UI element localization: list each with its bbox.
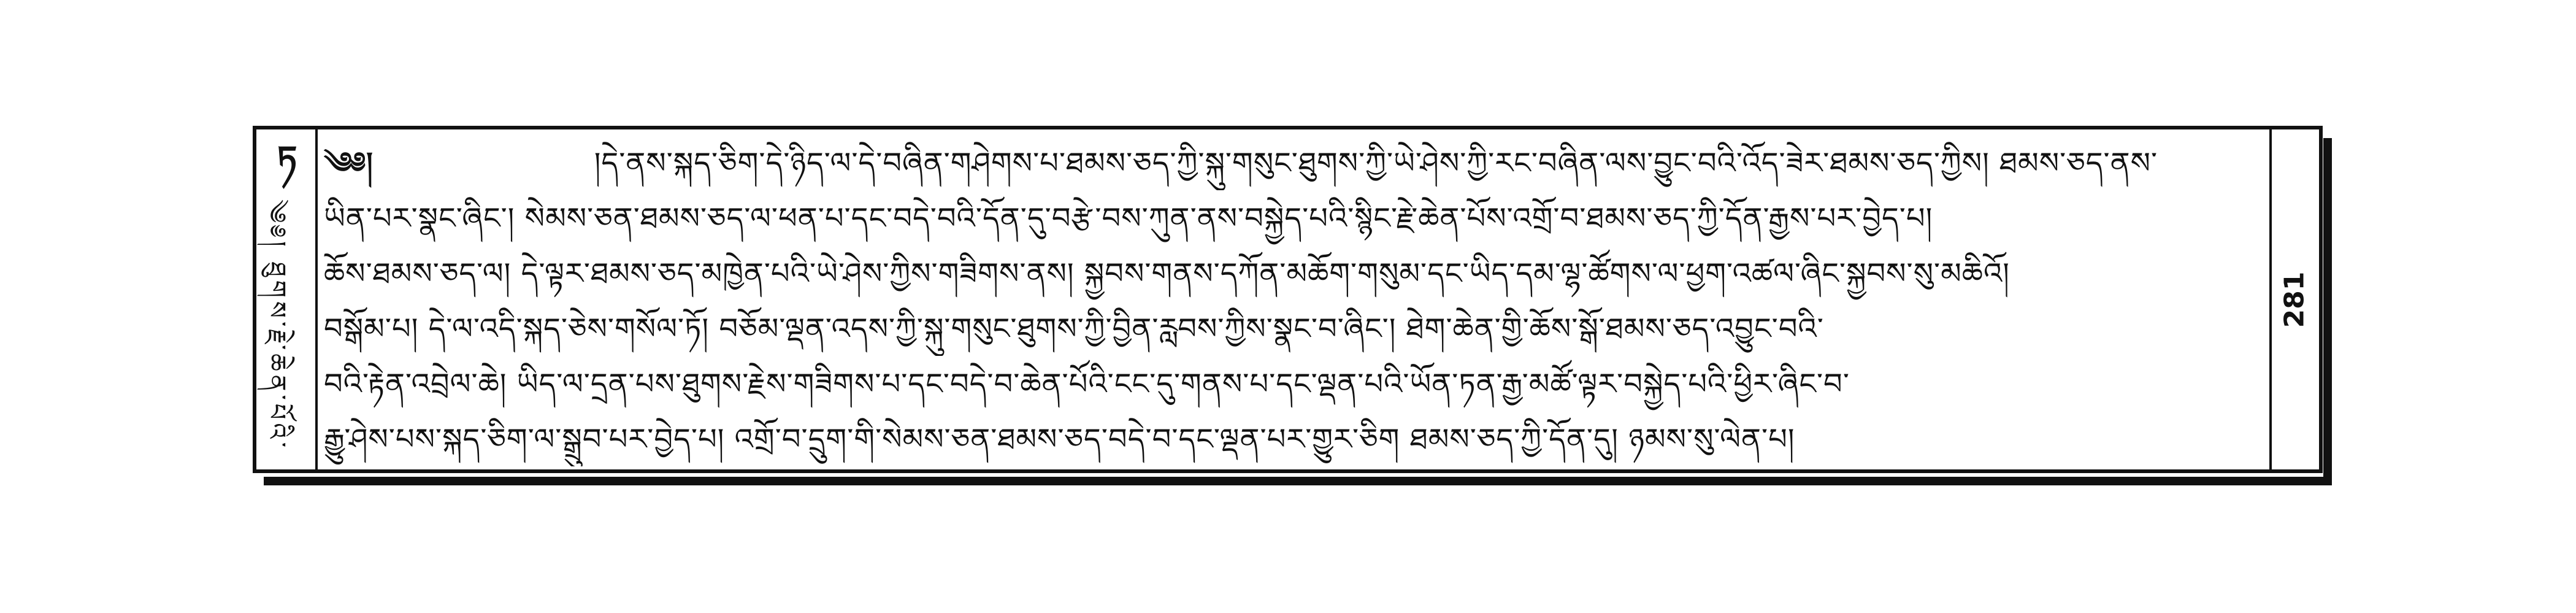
text-line-6 <box>324 412 2263 466</box>
text-body <box>324 136 2263 468</box>
text-line-4 <box>324 302 2263 356</box>
text-line-2 <box>324 191 2263 245</box>
line-text: །དེ་ནས་སྐད་ཅིག་དེ་ཉིད་ལ་དེ་བཞིན་གཤེགས་པ་ཐམས་ཅད་ཀྱི་སྐུ་གསུང་ཐུགས་ཀྱི་ཡེ་ཤེས་ཀྱི་རང་བཞིན་ལས་བྱུང་བའི་འོད་ཟེར་ཐམས་ཅད་ཀྱིས། ཐམས་ཅད་ནས་ <box>594 146 2158 180</box>
line-text: བའི་རྟེན་འབྲེལ་ཆེ། ཡིད་ལ་དྲན་པས་ཐུགས་རྗེས་གཟིགས་པ་དང་བདེ་བ་ཆེན་པོའི་ངང་དུ་གནས་པ་དང་ལྡན་པའི་ཡོན་ཏན་རྒྱ་མཚོ་ལྟར་བསྐྱེད་པའི་ཕྱིར་ཞིང་བ་ <box>324 367 1850 401</box>
margin-vertical-text: ༄༅། ཐུགས་རྗེ་ཆེན་པོའི་ <box>263 199 291 452</box>
line-text: ཡིན་པར་སྣང་ཞིང་། སེམས་ཅན་ཐམས་ཅད་ལ་ཕན་པ་དང་བདེ་བའི་དོན་དུ་བརྩེ་བས་ཀུན་ནས་བསྐྱེད་པའི་སྙིང་རྗེ་ཆེན་པོས་འགྲོ་བ་ཐམས་ཅད་ཀྱི་དོན་རྒྱས་པར་བྱེད་པ། <box>324 201 1933 236</box>
page-number: 281 <box>2279 271 2310 328</box>
line-text: བསྒོམ་པ། དེ་ལ་འདི་སྐད་ཅེས་གསོལ་ཏོ། བཅོམ་ལྡན་འདས་ཀྱི་སྐུ་གསུང་ཐུགས་ཀྱི་བྱིན་རླབས་ཀྱིས་སྣང་བ་ཞིང་། ཐེག་ཆེན་གྱི་ཆོས་སྒོ་ཐམས་ཅད་འབྱུང་བའི་ <box>324 312 1824 346</box>
line-text: ཆོས་ཐམས་ཅད་ལ། དེ་ལྟར་ཐམས་ཅད་མཁྱེན་པའི་ཡེ་ཤེས་ཀྱིས་གཟིགས་ནས། སྐྱབས་གནས་དཀོན་མཆོག་གསུམ་དང་ཡིད་དམ་ལྷ་ཚོགས་ལ་ཕྱག་འཚལ་ཞིང་སྐྱབས་སུ་མཆིའོ། <box>324 256 2010 291</box>
opening-mark: ༄༅། <box>324 146 374 180</box>
text-line-5 <box>324 357 2263 411</box>
page-number-box <box>2269 129 2319 469</box>
text-line-1 <box>324 136 2263 190</box>
line-text: རྒྱུ་ཤེས་པས་སྐད་ཅིག་ལ་སྒྲུབ་པར་བྱེད་པ། འགྲོ་བ་དྲུག་གི་སེམས་ཅན་ཐམས་ཅད་བདེ་བ་དང་ལྡན་པར་གྱུར་ཅིག ཐམས་ཅད་ཀྱི་དོན་དུ། ཉམས་སུ་ལེན་པ། <box>324 422 1795 457</box>
margin-title: ཏ <box>277 138 297 180</box>
text-line-3 <box>324 247 2263 301</box>
